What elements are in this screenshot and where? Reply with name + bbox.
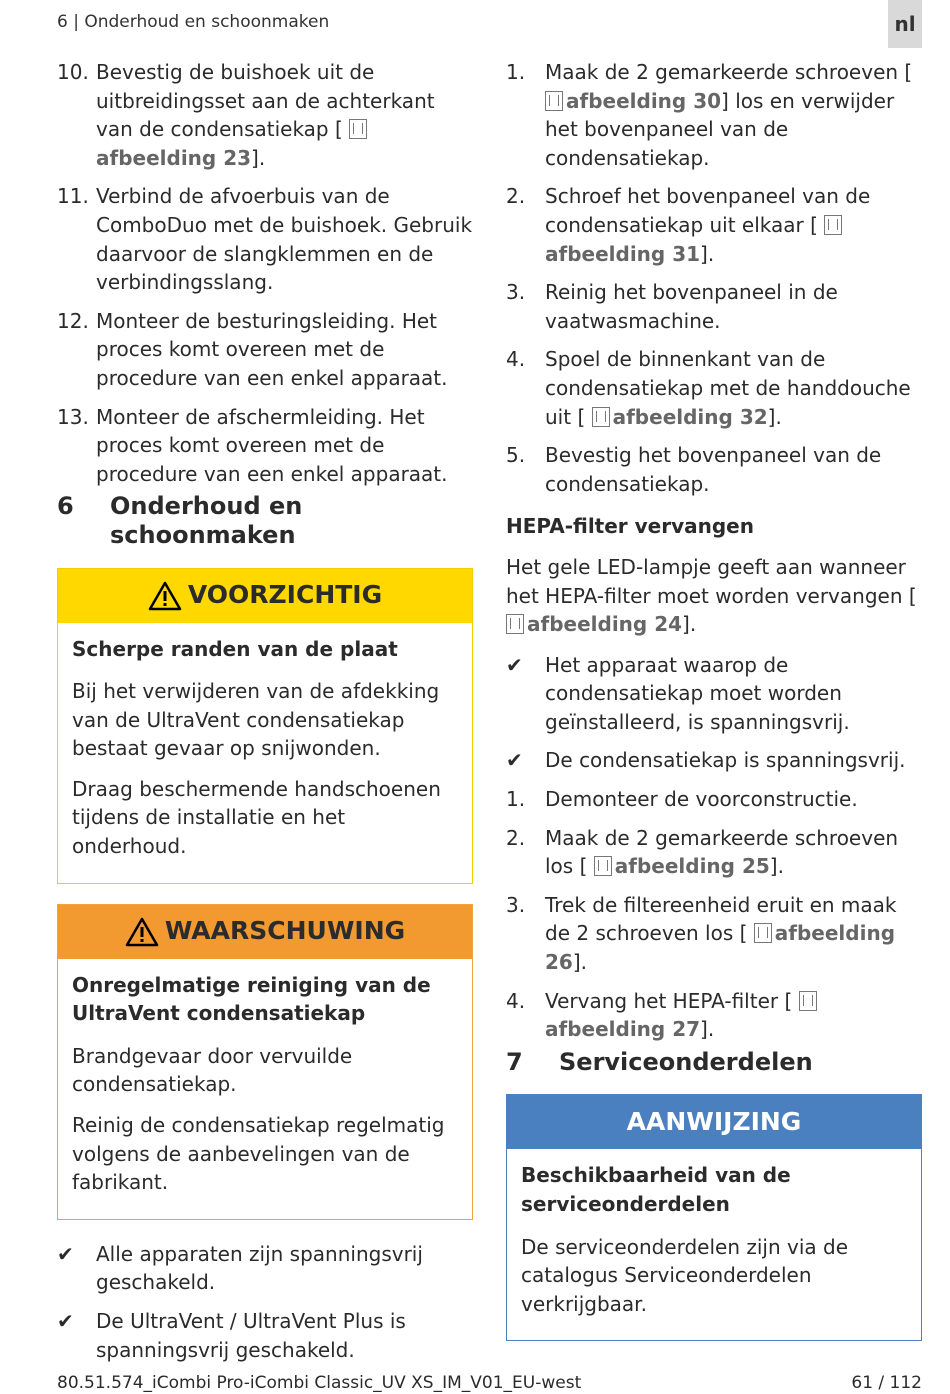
step-number: 3. [506,280,526,305]
language-tab: nl [888,0,922,48]
step-number: 12. [57,308,89,333]
warning-label: WAARSCHUWING [164,916,406,946]
figure-link[interactable]: [ afbeelding 26] [545,921,896,975]
check-text: Het apparaat waarop de condensatiekap moet worden geïnstalleerd, is spanningsvrij. [545,652,850,734]
caution-header [58,569,472,623]
figure-link[interactable]: [ afbeelding 25] [579,854,778,879]
section-heading [57,492,473,549]
warning-triangle-icon [148,581,182,611]
step-number: 2. [506,184,526,209]
step-number: 1. [506,60,526,84]
step-number: 10. [57,60,89,84]
step-number: 13. [57,404,89,429]
warning-header [58,905,472,959]
list-item [506,891,922,977]
step-number: 5. [506,443,526,468]
step-number: 1. [506,787,526,812]
check-icon: ✔ [57,1309,74,1333]
step-text: Maak de 2 gemarkeerde schroeven los [ afbeelding 25]. [545,825,899,879]
section-heading [506,1048,922,1077]
list-item [506,651,922,737]
caution-text: Draag beschermende handschoenen tijdens de installatie en het onderhoud. [72,776,441,859]
notice-text: De serviceonderdelen zijn via de catalogus Serviceonderdelen verkrijgbaar. [521,1234,849,1316]
notice-box [506,1094,922,1341]
figure-reference-icon [545,91,563,111]
section-number: 6 [57,492,74,521]
step-text: Reinig het bovenpaneel in de vaatwasmachine. [545,280,838,333]
step-text: Demonteer de voorconstructie. [545,787,858,812]
step-number: 4. [506,347,526,372]
step-number: 4. [506,988,526,1013]
list-item [506,746,922,775]
footer-doc-id: 80.51.574_iCombi Pro-iCombi Classic_UV XS_IM_V01_EU-west [57,1373,582,1393]
check-icon: ✔ [506,748,523,773]
list-item [57,307,473,393]
list-item [506,182,922,268]
figure-link[interactable]: [ afbeelding 27] [545,989,820,1042]
figure-reference-icon [824,215,842,235]
step-text: Maak de 2 gemarkeerde schroeven [ afbeelding 30] los en verwijder het bovenpaneel van de condensatiekap. [545,60,913,170]
list-item [506,278,922,335]
figure-reference-icon [349,119,367,139]
caution-body [58,623,472,883]
step-text: Bevestig het bovenpaneel van de condensatiekap. [545,443,882,496]
caution-label: VOORZICHTIG [187,580,383,610]
figure-reference-icon [754,923,772,943]
footer-page-number: 61 / 112 [851,1373,922,1393]
paragraph: Het gele LED-lampje geeft aan wanneer het HEPA-filter moet worden vervangen [ afbeelding 24]. [506,554,917,637]
list-item [57,58,473,172]
list-item [57,403,473,489]
warning-box [57,904,473,1220]
step-text: Monteer de afschermleiding. Het proces komt overeen met de procedure van een enkel apparaat. [96,404,448,486]
step-text: Trek de filtereenheid eruit en maak de 2 schroeven los [ afbeelding 26]. [545,892,897,975]
figure-reference-icon [799,991,817,1011]
notice-body [507,1149,921,1340]
caution-box [57,568,473,884]
check-text: De condensatiekap is spanningsvrij. [545,748,906,773]
left-column [57,58,473,1374]
section-title: Onderhoud en schoonmaken [110,492,303,549]
warning-text: Reinig de condensatiekap regelmatig volgens de aanbevelingen van de fabrikant. [72,1113,445,1195]
caution-text: Bij het verwijderen van de afdekking van de UltraVent condensatiekap bestaat gevaar op snijwonden. [72,679,440,761]
warning-body [58,959,472,1219]
step-text: Schroef het bovenpaneel van de condensatiekap uit elkaar [ afbeelding 31]. [545,184,871,266]
figure-link[interactable]: [ afbeelding 24]. [506,584,917,637]
notice-title: Beschikbaarheid van de serviceonderdelen [521,1163,791,1216]
step-number: 11. [57,184,89,209]
list-item [506,785,922,814]
warning-text: Brandgevaar door vervuilde condensatiekap. [72,1043,353,1097]
notice-header [507,1095,921,1149]
step-text: Vervang het HEPA-filter [ afbeelding 27]. [545,987,922,1044]
page-header: 6 | Onderhoud en schoonmaken [57,12,330,32]
step-text: Verbind de afvoerbuis van de ComboDuo met de buishoek. Gebruik daarvoor de slangklemmen en de verbindingsslang. [96,184,473,295]
caution-title: Scherpe randen van de plaat [72,636,398,661]
right-column [506,58,922,1361]
check-icon: ✔ [57,1241,74,1266]
section-title: Serviceonderdelen [559,1047,813,1076]
warning-title: Onregelmatige reiniging van de UltraVent condensatiekap [72,972,431,1026]
notice-label: AANWIJZING [626,1107,802,1137]
step-text: Bevestig de buishoek uit de uitbreidingsset aan de achterkant van de condensatiekap [ afbeelding 23]. [96,60,435,170]
step-text: Spoel de binnenkant van de condensatiekap met de handdouche uit [ afbeelding 32]. [545,347,911,429]
check-text: Alle apparaten zijn spanningsvrij geschakeld. [96,1241,423,1295]
list-item [506,58,922,172]
step-number: 3. [506,892,526,917]
list-item [506,824,922,881]
list-item [506,987,922,1044]
step-text: Monteer de besturingsleiding. Het proces komt overeen met de procedure van een enkel apparaat. [96,308,448,390]
list-item [57,1307,473,1364]
figure-reference-icon [506,614,524,634]
figure-link[interactable]: [ afbeelding 30] [545,60,912,113]
section-number: 7 [506,1047,523,1076]
figure-reference-icon [594,856,612,876]
figure-reference-icon [592,407,610,427]
check-icon: ✔ [506,652,523,677]
figure-link[interactable]: [ afbeelding 23]. [96,117,370,170]
subsection-heading: HEPA-filter vervangen [506,514,754,539]
warning-triangle-icon [125,917,159,947]
figure-link[interactable]: [ afbeelding 32] [577,404,776,429]
list-item [57,182,473,296]
check-text: De UltraVent / UltraVent Plus is spanningsvrij geschakeld. [96,1309,406,1362]
figure-link[interactable]: [ afbeelding 31] [545,213,845,266]
list-item [506,441,922,498]
list-item [506,345,922,431]
step-number: 2. [506,825,526,850]
list-item [57,1240,473,1297]
